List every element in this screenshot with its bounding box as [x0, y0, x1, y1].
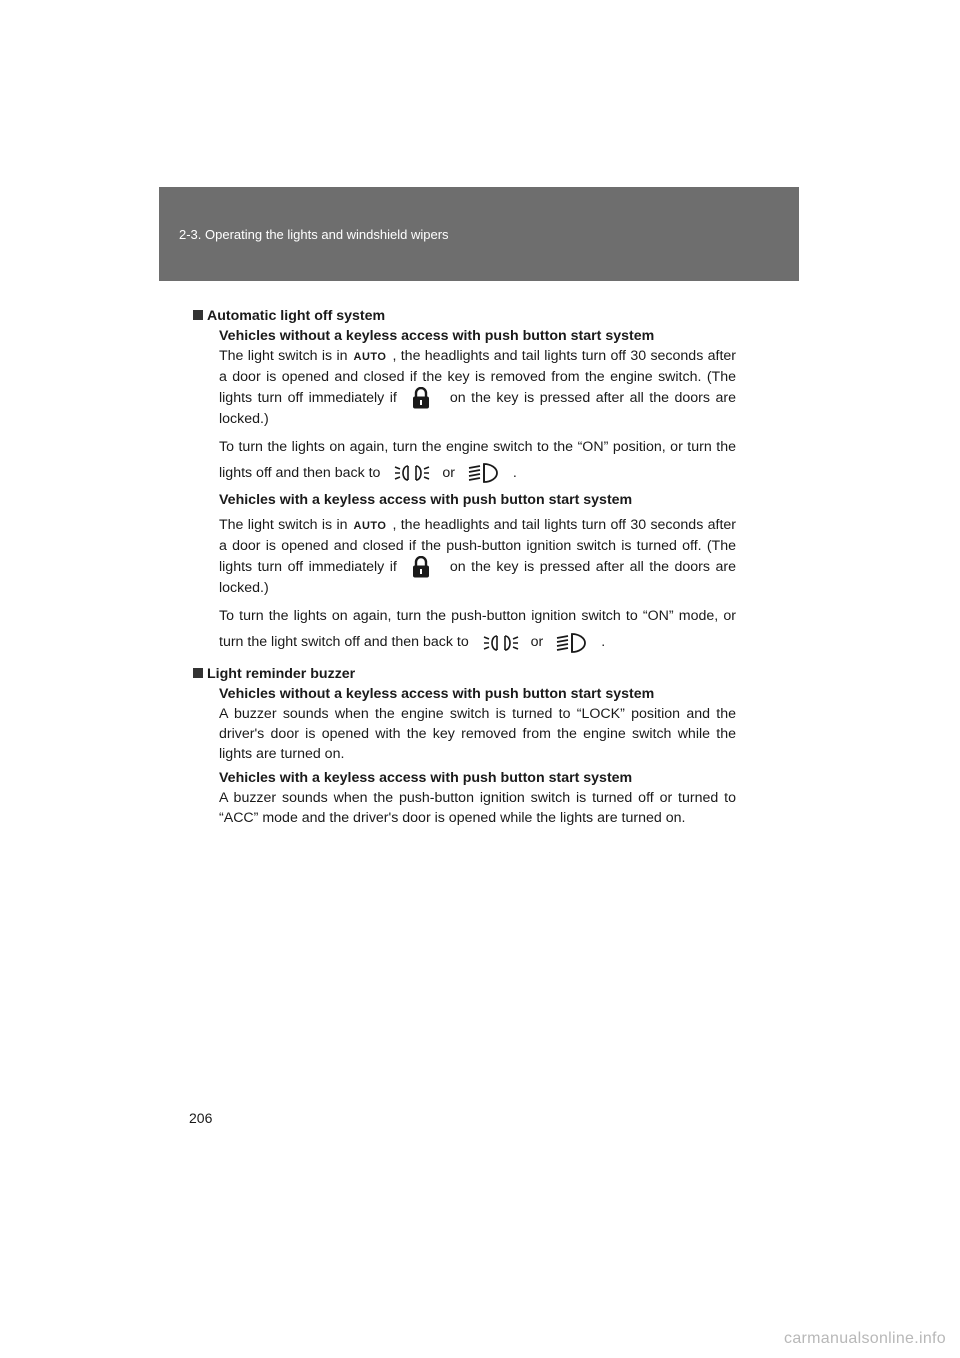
watermark: carmanualsonline.info	[784, 1330, 946, 1347]
subsection-title: Vehicles with a keyless access with push button start system	[219, 769, 633, 786]
square-bullet-icon	[193, 668, 203, 678]
lock-icon	[412, 387, 430, 409]
subsection-without-keyless	[209, 684, 736, 764]
headlight-icon	[555, 630, 589, 656]
section-title: Automatic light off system	[193, 306, 736, 326]
lock-icon	[412, 556, 430, 578]
subsection-title: Vehicles with a keyless access with push button start system	[219, 492, 633, 509]
page-number: 206	[189, 1110, 213, 1126]
paragraph: The light switch is in AUTO , the headlights and tail lights turn off 30 seconds after a door is opened and closed if the push-button ignition switch is turned off. (The lights turn off immediately if on the key is pressed after all the doors are locked.)	[219, 517, 737, 597]
auto-symbol: AUTO	[353, 520, 387, 533]
subsection-title: Vehicles without a keyless access with push button start system	[219, 328, 655, 344]
section-light-reminder-buzzer	[209, 664, 736, 828]
subsection-without-keyless	[209, 326, 736, 486]
header-title: 2-3. Operating the lights and windshield wipers	[179, 227, 449, 242]
paragraph: A buzzer sounds when the engine switch is turned to “LOCK” position and the driver's door is opened with the key removed from the engine switch while the lights are turned on.	[219, 705, 736, 762]
parking-lights-icon	[483, 630, 519, 656]
square-bullet-icon	[193, 310, 203, 320]
paragraph: A buzzer sounds when the push-button ignition switch is turned off or turned to “ACC” mode and the driver's door is opened while the lights are turned on.	[219, 789, 736, 826]
subsection-with-keyless	[209, 490, 736, 655]
section-automatic-light-off	[209, 306, 736, 656]
page-content	[209, 306, 736, 832]
parking-lights-icon	[394, 460, 430, 486]
headlight-icon	[467, 460, 501, 486]
section-header	[159, 187, 799, 281]
subsection-with-keyless	[209, 768, 736, 828]
auto-symbol: AUTO	[353, 351, 387, 363]
paragraph: To turn the lights on again, turn the push-button ignition switch to “ON” mode, or turn the light switch off and then back to or .	[219, 603, 736, 655]
paragraph: To turn the lights on again, turn the engine switch to the “ON” position, or turn the lights off and then back to or .	[219, 434, 736, 486]
paragraph: The light switch is in AUTO , the headlights and tail lights turn off 30 seconds after a door is opened and closed if the key is removed from the engine switch. (The lights turn off immediately if on the key is pressed after all the doors are locked.)	[219, 348, 737, 427]
section-title: Light reminder buzzer	[193, 664, 736, 684]
subsection-title: Vehicles without a keyless access with push button start system	[219, 685, 655, 702]
